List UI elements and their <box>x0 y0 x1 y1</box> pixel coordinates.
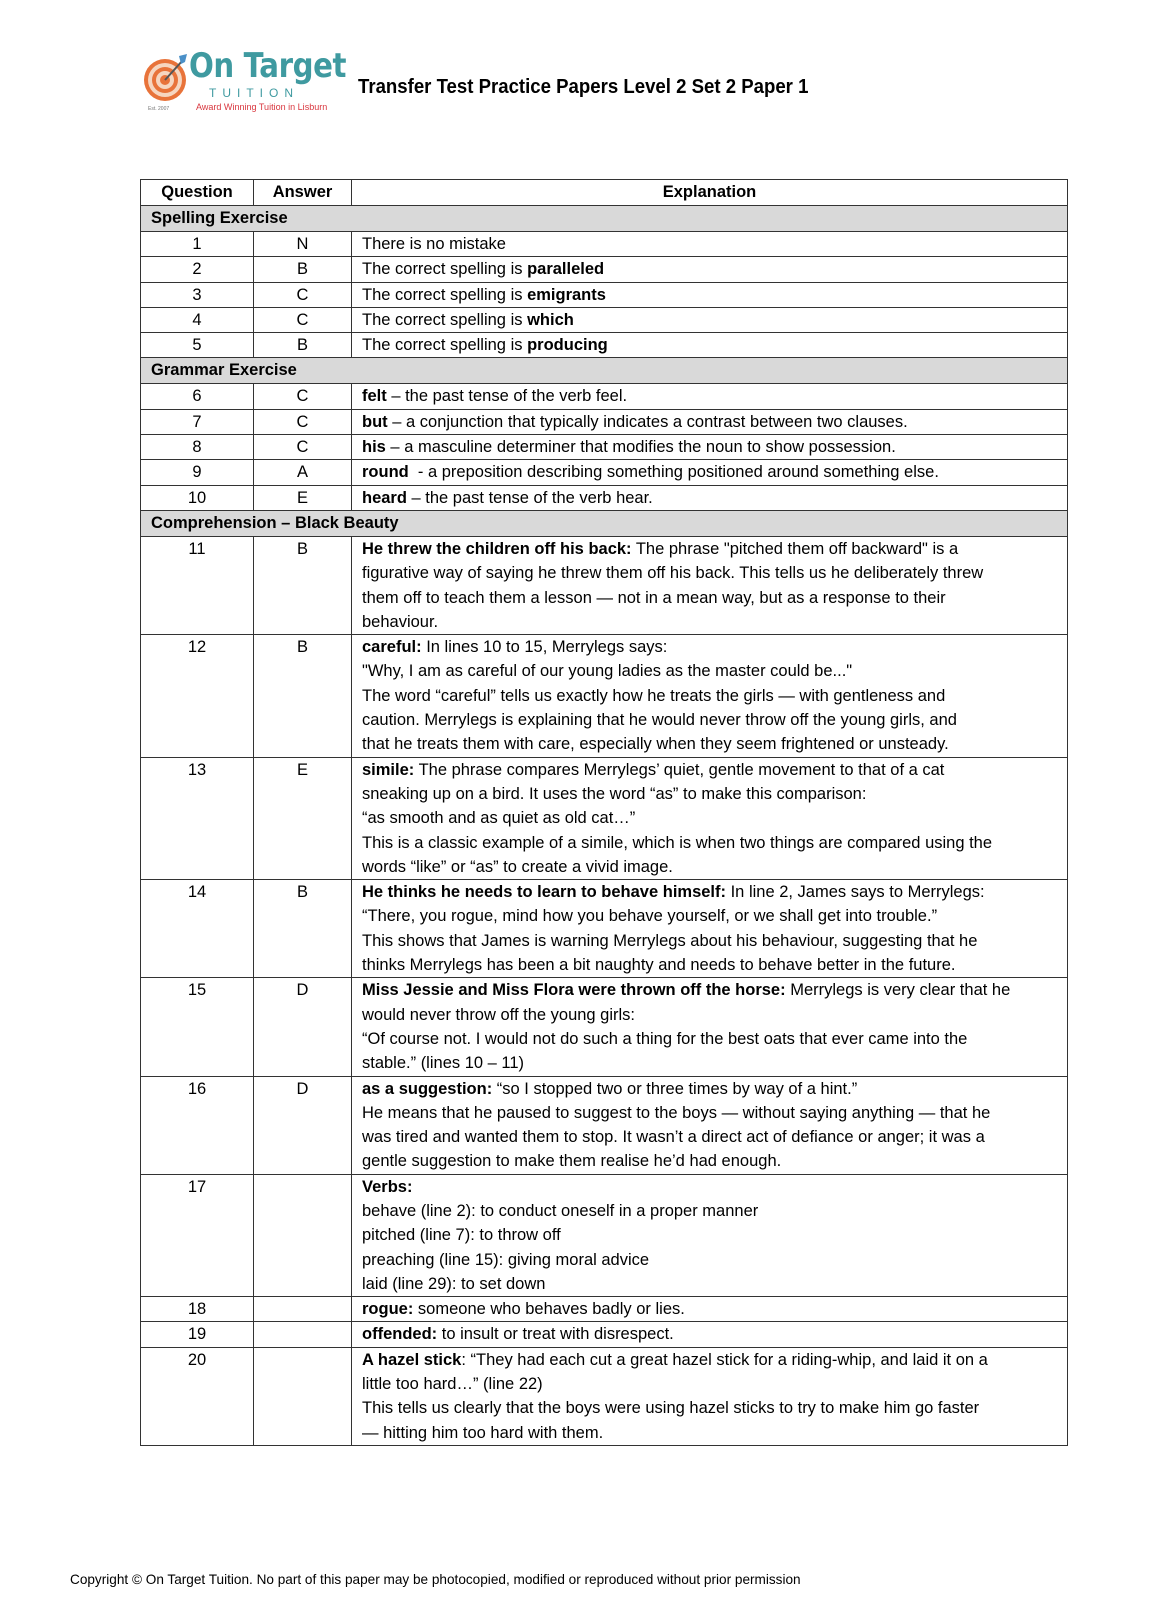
explanation-line: that he treats them with care, especially when they seem frightened or unsteady. <box>362 735 949 754</box>
explanation-line: stable.” (lines 10 – 11) <box>362 1054 525 1073</box>
explanation <box>352 1076 1068 1174</box>
key-answer: as a suggestion: <box>362 1079 493 1098</box>
table-row <box>141 536 1068 634</box>
explanation-line: The phrase "pitched them off backward" is a <box>631 539 959 558</box>
question-number: 10 <box>141 485 254 510</box>
table-row <box>141 282 1068 307</box>
explanation-line: The word “careful” tells us exactly how he treats the girls — with gentleness and <box>362 686 946 705</box>
explanation-line: "Why, I am as careful of our young ladies as the master could be..." <box>362 662 853 681</box>
correct-spelling: which <box>527 310 574 329</box>
explanation <box>352 333 1068 358</box>
section-row-grammar <box>141 358 1068 384</box>
answer-letter: D <box>254 1076 352 1174</box>
question-number: 9 <box>141 460 254 485</box>
table-row <box>141 635 1068 757</box>
explanation-text: – a conjunction that typically indicates a contrast between two clauses. <box>387 412 908 431</box>
key-answer: A hazel stick <box>362 1350 462 1369</box>
explanation <box>352 978 1068 1076</box>
explanation-line: figurative way of saying he threw them off his back. This tells us he deliberately threw <box>362 564 984 583</box>
explanation <box>352 880 1068 978</box>
explanation <box>352 1322 1068 1347</box>
answer-letter <box>254 1322 352 1347</box>
answer-letter <box>254 1297 352 1322</box>
explanation-line: “Of course not. I would not do such a thing for the best oats that ever came into the <box>362 1029 968 1048</box>
table-row <box>141 409 1068 434</box>
explanation <box>352 232 1068 257</box>
table-row <box>141 1174 1068 1296</box>
table-row <box>141 1347 1068 1445</box>
correct-spelling: producing <box>527 336 608 355</box>
table-row <box>141 978 1068 1076</box>
question-number: 2 <box>141 257 254 282</box>
answer-letter: E <box>254 757 352 879</box>
explanation-line: The phrase compares Merrylegs’ quiet, gentle movement to that of a cat <box>414 760 945 779</box>
answer-letter: C <box>254 435 352 460</box>
table-row <box>141 307 1068 332</box>
explanation-text: The correct spelling is <box>362 285 528 304</box>
answer-letter: N <box>254 232 352 257</box>
copyright-footer: Copyright © On Target Tuition. No part of this paper may be photocopied, modified or reproduced without prior permission <box>70 1572 801 1587</box>
explanation-line: “so I stopped two or three times by way of a hint.” <box>492 1079 858 1098</box>
question-number: 15 <box>141 978 254 1076</box>
explanation-line: someone who behaves badly or lies. <box>413 1300 685 1319</box>
key-answer: He threw the children off his back: <box>362 539 632 558</box>
explanation-line: behaviour. <box>362 612 439 631</box>
key-word: but <box>362 412 388 431</box>
explanation-line: This shows that James is warning Merrylegs about his behaviour, suggesting that he <box>362 931 978 950</box>
explanation <box>352 1174 1068 1296</box>
document-title: Transfer Test Practice Papers Level 2 Set 2 Paper 1 <box>358 76 809 98</box>
answer-letter: B <box>254 257 352 282</box>
table-row <box>141 1322 1068 1347</box>
key-answer: careful: <box>362 638 422 657</box>
table-row <box>141 1076 1068 1174</box>
table-row <box>141 1297 1068 1322</box>
section-title: Grammar Exercise <box>141 358 1068 384</box>
explanation-text: – the past tense of the verb hear. <box>406 488 653 507</box>
explanation-line: In line 2, James says to Merrylegs: <box>726 883 985 902</box>
explanation-line: words “like” or “as” to create a vivid image. <box>362 857 673 876</box>
answer-letter: C <box>254 384 352 409</box>
answer-letter: C <box>254 307 352 332</box>
key-answer: Miss Jessie and Miss Flora were thrown off the horse: <box>362 981 786 1000</box>
key-answer: Verbs: <box>362 1177 413 1196</box>
answer-letter: C <box>254 282 352 307</box>
explanation <box>352 409 1068 434</box>
column-header-question: Question <box>141 180 254 206</box>
answer-letter <box>254 1174 352 1296</box>
question-number: 5 <box>141 333 254 358</box>
answer-letter: D <box>254 978 352 1076</box>
question-number: 16 <box>141 1076 254 1174</box>
target-icon <box>143 52 191 104</box>
explanation-line: little too hard…” (line 22) <box>362 1375 543 1394</box>
explanation-line: : “They had each cut a great hazel stick for a riding-whip, and laid it on a <box>461 1350 988 1369</box>
question-number: 11 <box>141 536 254 634</box>
explanation-line: In lines 10 to 15, Merrylegs says: <box>421 638 668 657</box>
explanation-line: “There, you rogue, mind how you behave yourself, or we shall get into trouble.” <box>362 907 938 926</box>
key-word: his <box>362 438 386 457</box>
question-number: 20 <box>141 1347 254 1445</box>
question-number: 14 <box>141 880 254 978</box>
question-number: 18 <box>141 1297 254 1322</box>
correct-spelling: paralleled <box>527 260 605 279</box>
explanation <box>352 257 1068 282</box>
explanation-line: This is a classic example of a simile, which is when two things are compared using the <box>362 833 993 852</box>
section-title: Spelling Exercise <box>141 206 1068 232</box>
key-word: heard <box>362 488 407 507</box>
table-row <box>141 485 1068 510</box>
explanation <box>352 282 1068 307</box>
question-number: 3 <box>141 282 254 307</box>
explanation-text: – the past tense of the verb feel. <box>386 387 628 406</box>
explanation-line: behave (line 2): to conduct oneself in a proper manner <box>362 1201 759 1220</box>
explanation-text: There is no mistake <box>362 235 506 253</box>
answer-letter: E <box>254 485 352 510</box>
key-answer: He thinks he needs to learn to behave himself: <box>362 883 727 902</box>
table-row <box>141 460 1068 485</box>
explanation <box>352 635 1068 757</box>
section-row-spelling <box>141 206 1068 232</box>
explanation-line: was tired and wanted them to stop. It wasn’t a direct act of defiance or anger; it was a <box>362 1128 985 1147</box>
table-row <box>141 257 1068 282</box>
answer-letter: A <box>254 460 352 485</box>
explanation-line: Merrylegs is very clear that he <box>785 981 1011 1000</box>
explanation <box>352 307 1068 332</box>
table-row <box>141 232 1068 257</box>
question-number: 4 <box>141 307 254 332</box>
key-answer: rogue: <box>362 1300 414 1319</box>
explanation-text: The correct spelling is <box>362 336 528 355</box>
section-title: Comprehension – Black Beauty <box>141 510 1068 536</box>
answers-table <box>140 179 1068 1446</box>
answer-letter: C <box>254 409 352 434</box>
explanation-line: — hitting him too hard with them. <box>362 1423 604 1442</box>
explanation-line: gentle suggestion to make them realise he’d had enough. <box>362 1152 782 1171</box>
question-number: 12 <box>141 635 254 757</box>
explanation <box>352 1347 1068 1445</box>
explanation-line: preaching (line 15): giving moral advice <box>362 1250 650 1269</box>
explanation-text: – a masculine determiner that modifies the noun to show possession. <box>385 438 896 457</box>
section-row-comprehension <box>141 510 1068 536</box>
explanation-line: caution. Merrylegs is explaining that he would never throw off the young girls, and <box>362 711 957 730</box>
question-number: 13 <box>141 757 254 879</box>
explanation <box>352 485 1068 510</box>
answer-letter: B <box>254 635 352 757</box>
explanation-line: thinks Merrylegs has been a bit naughty and needs to behave better in the future. <box>362 956 956 975</box>
explanation <box>352 384 1068 409</box>
table-header-row <box>141 180 1068 206</box>
logo-established: Est. 2007 <box>148 106 170 112</box>
explanation-line: sneaking up on a bird. It uses the word “as” to make this comparison: <box>362 784 867 803</box>
key-word: felt <box>362 387 387 406</box>
answer-letter: B <box>254 536 352 634</box>
question-number: 8 <box>141 435 254 460</box>
page-header <box>143 46 1043 120</box>
explanation-line: them off to teach them a lesson — not in a mean way, but as a response to their <box>362 588 946 607</box>
question-number: 1 <box>141 232 254 257</box>
key-answer: offended: <box>362 1325 438 1344</box>
key-answer: simile: <box>362 760 415 779</box>
question-number: 19 <box>141 1322 254 1347</box>
explanation <box>352 435 1068 460</box>
answer-letter: B <box>254 880 352 978</box>
logo-subname: TUITION <box>209 86 299 100</box>
explanation-text: The correct spelling is <box>362 310 528 329</box>
explanation-line: He means that he paused to suggest to the boys — without saying anything — that he <box>362 1103 991 1122</box>
logo-tagline: Award Winning Tuition in Lisburn <box>196 102 328 113</box>
table-row <box>141 757 1068 879</box>
explanation-line: pitched (line 7): to throw off <box>362 1226 561 1245</box>
column-header-answer: Answer <box>254 180 352 206</box>
correct-spelling: emigrants <box>527 285 606 304</box>
explanation-line: to insult or treat with disrespect. <box>437 1325 674 1344</box>
explanation <box>352 1297 1068 1322</box>
question-number: 6 <box>141 384 254 409</box>
explanation-line: would never throw off the young girls: <box>362 1005 636 1024</box>
explanation-text: - a preposition describing something positioned around something else. <box>408 463 939 482</box>
answer-letter <box>254 1347 352 1445</box>
question-number: 7 <box>141 409 254 434</box>
table-row <box>141 384 1068 409</box>
table-row <box>141 333 1068 358</box>
explanation <box>352 757 1068 879</box>
table-row <box>141 435 1068 460</box>
explanation <box>352 536 1068 634</box>
answer-letter: B <box>254 333 352 358</box>
explanation-line: laid (line 29): to set down <box>362 1274 546 1293</box>
logo-name: On Target <box>189 46 347 86</box>
key-word: round <box>362 463 409 482</box>
question-number: 17 <box>141 1174 254 1296</box>
explanation-line: “as smooth and as quiet as old cat…” <box>362 809 636 828</box>
explanation-line: This tells us clearly that the boys were using hazel sticks to try to make him go faster <box>362 1399 980 1418</box>
column-header-explanation: Explanation <box>352 180 1068 206</box>
on-target-tuition-logo <box>143 46 347 118</box>
explanation <box>352 460 1068 485</box>
table-row <box>141 880 1068 978</box>
explanation-text: The correct spelling is <box>362 260 528 279</box>
